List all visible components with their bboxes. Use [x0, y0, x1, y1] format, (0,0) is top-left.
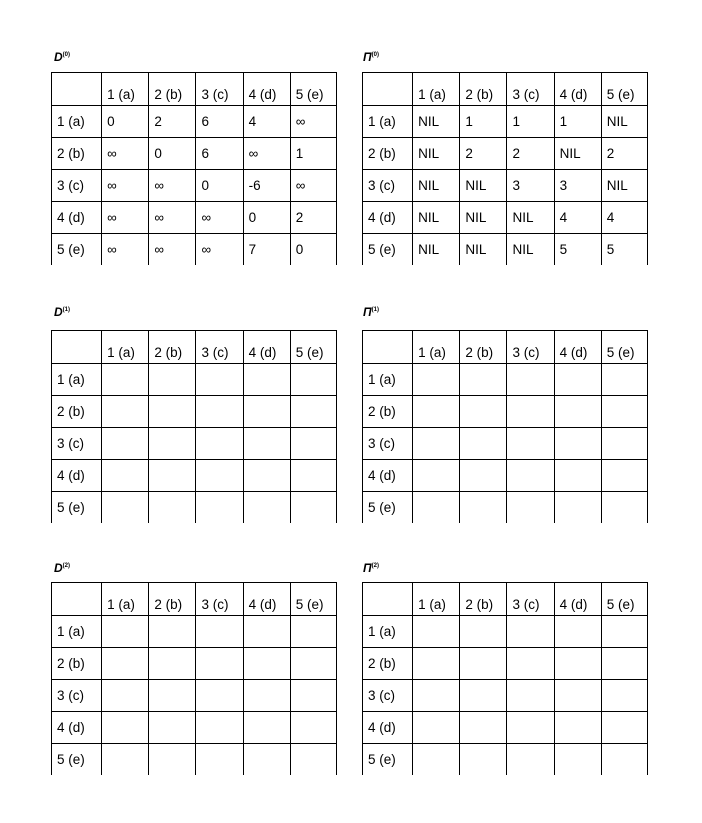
column-header: 2 (b)	[149, 583, 196, 616]
table-row	[52, 202, 337, 234]
header-row	[52, 331, 337, 364]
matrix-name: Π	[363, 305, 372, 319]
matrix-cell: ∞	[149, 170, 196, 202]
row-header: 2 (b)	[363, 138, 413, 170]
matrix-name: Π	[363, 561, 372, 575]
matrix-cell	[196, 460, 243, 492]
matrix-name: D	[54, 561, 63, 575]
column-header: 5 (e)	[290, 73, 336, 106]
table-row	[363, 364, 648, 396]
matrix-cell	[149, 744, 196, 776]
d-matrix-label	[54, 51, 70, 63]
matrix-cell	[413, 648, 460, 680]
matrix-name: D	[54, 50, 63, 64]
matrix-cell	[460, 428, 507, 460]
matrix-cell: 0	[196, 170, 243, 202]
table-row	[363, 492, 648, 524]
table-row	[52, 744, 337, 776]
matrix-cell: 0	[290, 234, 336, 266]
matrix-cell: ∞	[102, 138, 149, 170]
corner-cell	[363, 73, 413, 106]
table-row	[52, 680, 337, 712]
column-header: 5 (e)	[290, 583, 336, 616]
matrix-cell	[413, 492, 460, 524]
row-header: 1 (a)	[363, 364, 413, 396]
matrix-cell	[460, 396, 507, 428]
matrix-cell	[460, 680, 507, 712]
matrix-cell	[290, 680, 336, 712]
pi-matrix-table	[362, 330, 648, 523]
matrix-cell	[507, 364, 554, 396]
matrix-cell	[413, 428, 460, 460]
matrix-cell	[413, 616, 460, 648]
matrix-cell: 4	[601, 202, 647, 234]
table-row	[363, 712, 648, 744]
corner-cell	[52, 583, 102, 616]
matrix-cell	[196, 680, 243, 712]
column-header: 2 (b)	[460, 583, 507, 616]
matrix-cell	[196, 744, 243, 776]
column-header: 1 (a)	[102, 583, 149, 616]
matrix-cell	[102, 396, 149, 428]
corner-cell	[52, 331, 102, 364]
column-header: 4 (d)	[243, 331, 290, 364]
matrix-cell	[601, 744, 647, 776]
matrix-cell: 3	[554, 170, 601, 202]
pi-matrix-label	[363, 562, 379, 574]
matrix-cell: 1	[507, 106, 554, 138]
matrix-cell	[149, 460, 196, 492]
corner-cell	[52, 73, 102, 106]
matrix-cell: NIL	[413, 106, 460, 138]
matrix-cell	[243, 680, 290, 712]
row-header: 1 (a)	[52, 106, 102, 138]
table-row	[363, 680, 648, 712]
table-row	[52, 616, 337, 648]
matrix-cell	[507, 680, 554, 712]
matrix-cell	[102, 492, 149, 524]
row-header: 2 (b)	[363, 396, 413, 428]
matrix-cell	[601, 460, 647, 492]
row-header: 5 (e)	[52, 234, 102, 266]
matrix-cell	[102, 428, 149, 460]
matrix-cell	[507, 428, 554, 460]
table-row	[363, 460, 648, 492]
matrix-cell	[243, 460, 290, 492]
header-row	[52, 73, 337, 106]
matrix-cell: NIL	[460, 202, 507, 234]
column-header: 3 (c)	[507, 583, 554, 616]
table-row	[52, 492, 337, 524]
matrix-cell	[554, 616, 601, 648]
row-header: 4 (d)	[363, 712, 413, 744]
matrix-cell: -6	[243, 170, 290, 202]
pi-matrix-table	[362, 72, 648, 265]
column-header: 2 (b)	[149, 331, 196, 364]
matrix-cell	[601, 616, 647, 648]
column-header: 5 (e)	[601, 73, 647, 106]
column-header: 2 (b)	[149, 73, 196, 106]
table-row	[52, 138, 337, 170]
matrix-name: D	[54, 305, 63, 319]
matrix-name: Π	[363, 50, 372, 64]
matrix-cell: ∞	[149, 234, 196, 266]
matrix-cell	[601, 712, 647, 744]
row-header: 1 (a)	[363, 106, 413, 138]
matrix-iteration-superscript: (1)	[62, 307, 71, 313]
header-row	[52, 583, 337, 616]
matrix-cell	[149, 396, 196, 428]
matrix-cell: 7	[243, 234, 290, 266]
matrix-cell	[149, 712, 196, 744]
matrix-cell	[507, 460, 554, 492]
matrix-cell	[243, 396, 290, 428]
matrix-cell	[149, 680, 196, 712]
matrix-cell: 6	[196, 106, 243, 138]
matrix-cell: 0	[102, 106, 149, 138]
matrix-cell	[413, 396, 460, 428]
matrix-cell: 1	[290, 138, 336, 170]
matrix-cell	[149, 492, 196, 524]
matrix-cell	[507, 744, 554, 776]
column-header: 4 (d)	[554, 583, 601, 616]
matrix-cell	[601, 492, 647, 524]
row-header: 3 (c)	[52, 170, 102, 202]
row-header: 4 (d)	[52, 460, 102, 492]
table-row	[363, 396, 648, 428]
matrix-cell	[290, 396, 336, 428]
matrix-cell	[149, 648, 196, 680]
column-header: 3 (c)	[507, 73, 554, 106]
matrix-cell	[290, 712, 336, 744]
matrix-cell	[554, 648, 601, 680]
table-row	[52, 712, 337, 744]
matrix-iteration-superscript: (0)	[62, 52, 71, 58]
matrix-cell	[243, 428, 290, 460]
matrix-cell: 3	[507, 170, 554, 202]
table-row	[52, 364, 337, 396]
matrix-cell	[290, 616, 336, 648]
matrix-cell: NIL	[413, 202, 460, 234]
matrix-cell	[507, 616, 554, 648]
matrix-cell: NIL	[413, 170, 460, 202]
table-row	[52, 460, 337, 492]
matrix-cell: 0	[149, 138, 196, 170]
row-header: 3 (c)	[363, 170, 413, 202]
matrix-cell: ∞	[290, 170, 336, 202]
matrix-cell: NIL	[601, 170, 647, 202]
table-row	[363, 138, 648, 170]
row-header: 5 (e)	[52, 744, 102, 776]
matrix-cell	[507, 712, 554, 744]
row-header: 3 (c)	[52, 680, 102, 712]
column-header: 4 (d)	[554, 331, 601, 364]
row-header: 2 (b)	[52, 396, 102, 428]
matrix-cell	[196, 396, 243, 428]
corner-cell	[363, 583, 413, 616]
matrix-cell: ∞	[149, 202, 196, 234]
matrix-cell: 2	[149, 106, 196, 138]
row-header: 4 (d)	[52, 712, 102, 744]
row-header: 2 (b)	[363, 648, 413, 680]
matrix-cell: ∞	[243, 138, 290, 170]
header-row	[363, 73, 648, 106]
matrix-cell	[102, 744, 149, 776]
matrix-cell	[196, 492, 243, 524]
matrix-iteration-superscript: (2)	[62, 563, 71, 569]
row-header: 5 (e)	[363, 234, 413, 266]
matrix-cell	[601, 428, 647, 460]
matrix-cell: NIL	[554, 138, 601, 170]
matrix-cell	[196, 616, 243, 648]
pi-matrix-label	[363, 51, 379, 63]
matrix-cell	[102, 616, 149, 648]
column-header: 4 (d)	[243, 583, 290, 616]
matrix-cell	[102, 648, 149, 680]
column-header: 5 (e)	[601, 583, 647, 616]
row-header: 1 (a)	[363, 616, 413, 648]
column-header: 5 (e)	[290, 331, 336, 364]
table-row	[363, 744, 648, 776]
matrix-cell	[413, 460, 460, 492]
column-header: 3 (c)	[507, 331, 554, 364]
row-header: 1 (a)	[52, 616, 102, 648]
matrix-cell: ∞	[196, 234, 243, 266]
column-header: 1 (a)	[413, 583, 460, 616]
matrix-cell: ∞	[102, 202, 149, 234]
matrix-cell	[243, 648, 290, 680]
matrix-cell: ∞	[196, 202, 243, 234]
row-header: 5 (e)	[52, 492, 102, 524]
matrix-cell	[507, 396, 554, 428]
pi-matrix-table	[362, 582, 648, 775]
matrix-cell: 2	[601, 138, 647, 170]
table-row	[363, 170, 648, 202]
matrix-cell	[290, 648, 336, 680]
column-header: 1 (a)	[413, 331, 460, 364]
matrix-cell: 4	[554, 202, 601, 234]
matrix-cell	[243, 364, 290, 396]
matrix-cell	[102, 364, 149, 396]
matrix-cell: 0	[243, 202, 290, 234]
matrix-cell: 2	[507, 138, 554, 170]
column-header: 5 (e)	[601, 331, 647, 364]
matrix-cell: ∞	[290, 106, 336, 138]
matrix-cell	[554, 460, 601, 492]
matrix-cell	[149, 616, 196, 648]
row-header: 3 (c)	[363, 680, 413, 712]
matrix-cell	[554, 744, 601, 776]
matrix-cell	[554, 396, 601, 428]
matrix-cell	[243, 744, 290, 776]
column-header: 2 (b)	[460, 331, 507, 364]
matrix-cell: ∞	[102, 170, 149, 202]
matrix-cell: 2	[290, 202, 336, 234]
table-row	[363, 106, 648, 138]
column-header: 1 (a)	[102, 73, 149, 106]
row-header: 3 (c)	[52, 428, 102, 460]
matrix-cell: 1	[460, 106, 507, 138]
table-row	[363, 616, 648, 648]
matrix-cell	[554, 680, 601, 712]
row-header: 4 (d)	[363, 460, 413, 492]
matrix-cell	[102, 460, 149, 492]
matrix-cell: NIL	[460, 170, 507, 202]
matrix-cell: NIL	[507, 202, 554, 234]
matrix-cell	[413, 712, 460, 744]
matrix-cell	[554, 712, 601, 744]
row-header: 4 (d)	[52, 202, 102, 234]
matrix-cell	[554, 364, 601, 396]
d-matrix-table	[51, 582, 337, 775]
column-header: 2 (b)	[460, 73, 507, 106]
matrix-cell	[243, 616, 290, 648]
d-matrix-table	[51, 330, 337, 523]
matrix-cell	[196, 364, 243, 396]
table-row	[363, 428, 648, 460]
table-row	[363, 202, 648, 234]
row-header: 5 (e)	[363, 492, 413, 524]
matrix-cell	[196, 648, 243, 680]
table-row	[52, 396, 337, 428]
matrix-cell: NIL	[413, 234, 460, 266]
matrix-cell	[460, 364, 507, 396]
header-row	[363, 331, 648, 364]
table-row	[52, 234, 337, 266]
matrix-cell	[290, 364, 336, 396]
table-row	[363, 234, 648, 266]
matrix-cell	[601, 364, 647, 396]
matrix-cell	[460, 492, 507, 524]
matrix-cell	[290, 492, 336, 524]
matrix-cell	[149, 428, 196, 460]
column-header: 3 (c)	[196, 73, 243, 106]
d-matrix-table	[51, 72, 337, 265]
column-header: 1 (a)	[413, 73, 460, 106]
d-matrix-label	[54, 306, 70, 318]
matrix-cell: NIL	[413, 138, 460, 170]
matrix-cell: 5	[554, 234, 601, 266]
matrix-cell	[413, 744, 460, 776]
matrix-cell: 6	[196, 138, 243, 170]
row-header: 1 (a)	[52, 364, 102, 396]
matrix-cell	[554, 492, 601, 524]
matrix-cell	[460, 712, 507, 744]
matrix-cell	[243, 492, 290, 524]
matrix-cell	[507, 492, 554, 524]
matrix-cell: 5	[601, 234, 647, 266]
matrix-cell	[601, 680, 647, 712]
table-row	[363, 648, 648, 680]
pi-matrix-label	[363, 306, 379, 318]
matrix-cell: 4	[243, 106, 290, 138]
table-row	[52, 170, 337, 202]
column-header: 4 (d)	[243, 73, 290, 106]
matrix-cell	[413, 680, 460, 712]
matrix-cell	[507, 648, 554, 680]
column-header: 3 (c)	[196, 583, 243, 616]
matrix-cell	[601, 396, 647, 428]
matrix-cell: 2	[460, 138, 507, 170]
matrix-cell	[149, 364, 196, 396]
table-row	[52, 648, 337, 680]
matrix-cell	[554, 428, 601, 460]
matrix-cell	[460, 744, 507, 776]
matrix-cell: 1	[554, 106, 601, 138]
matrix-iteration-superscript: (0)	[371, 52, 379, 58]
matrix-cell: ∞	[102, 234, 149, 266]
matrix-cell	[460, 460, 507, 492]
matrix-cell	[290, 744, 336, 776]
matrix-cell	[290, 428, 336, 460]
row-header: 4 (d)	[363, 202, 413, 234]
column-header: 1 (a)	[102, 331, 149, 364]
matrix-iteration-superscript: (2)	[371, 563, 379, 569]
row-header: 2 (b)	[52, 648, 102, 680]
column-header: 4 (d)	[554, 73, 601, 106]
matrix-cell	[196, 712, 243, 744]
table-row	[52, 428, 337, 460]
corner-cell	[363, 331, 413, 364]
matrix-iteration-superscript: (1)	[371, 307, 379, 313]
matrix-cell: NIL	[460, 234, 507, 266]
table-row	[52, 106, 337, 138]
matrix-cell	[413, 364, 460, 396]
matrix-cell	[290, 460, 336, 492]
d-matrix-label	[54, 562, 70, 574]
matrix-cell	[102, 712, 149, 744]
matrix-cell	[243, 712, 290, 744]
matrix-cell: NIL	[507, 234, 554, 266]
matrix-cell	[601, 648, 647, 680]
matrix-cell	[460, 616, 507, 648]
row-header: 2 (b)	[52, 138, 102, 170]
matrix-cell	[102, 680, 149, 712]
matrix-cell: NIL	[601, 106, 647, 138]
matrix-cell	[196, 428, 243, 460]
row-header: 3 (c)	[363, 428, 413, 460]
row-header: 5 (e)	[363, 744, 413, 776]
matrix-cell	[460, 648, 507, 680]
column-header: 3 (c)	[196, 331, 243, 364]
header-row	[363, 583, 648, 616]
